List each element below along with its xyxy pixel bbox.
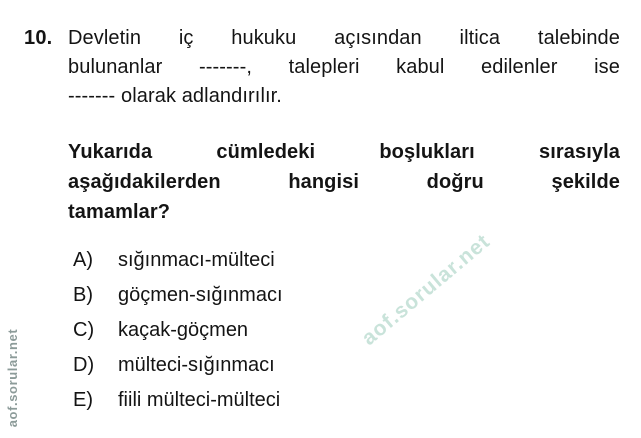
vertical-watermark: aof.sorular.net (5, 328, 20, 428)
question-number: 10. (24, 27, 53, 49)
text-line: aşağıdakilerden hangisi doğru şekilde (68, 171, 620, 193)
option-letter: D) (73, 354, 95, 376)
option-letter: B) (73, 284, 93, 306)
options-list (68, 248, 620, 423)
option-row-e (73, 388, 620, 423)
option-text: göçmen-sığınmacı (118, 284, 283, 306)
option-letter: A) (73, 249, 93, 271)
text-line: ------- olarak adlandırılır. (68, 85, 282, 107)
question-block (68, 24, 620, 423)
option-letter: E) (73, 389, 93, 411)
option-row-b (73, 283, 620, 318)
text-line: tamamlar? (68, 201, 171, 223)
question-prompt (68, 137, 620, 227)
option-row-c (73, 318, 620, 353)
option-text: fiili mülteci-mülteci (118, 389, 281, 411)
option-row-a (73, 248, 620, 283)
diagonal-watermark: aof.sorular.net (357, 229, 495, 350)
text-line: Devletin iç hukuku açısından iltica talebinde (68, 27, 620, 49)
option-text: mülteci-sığınmacı (118, 354, 275, 376)
text-line: bulunanlar -------, talepleri kabul edilenler ise (68, 56, 620, 78)
option-letter: C) (73, 319, 95, 341)
text-line: Yukarıda cümledeki boşlukları sırasıyla (68, 141, 620, 163)
option-row-d (73, 353, 620, 388)
option-text: kaçak-göçmen (118, 319, 249, 341)
question-body (68, 24, 620, 111)
option-text: sığınmacı-mülteci (118, 249, 275, 271)
